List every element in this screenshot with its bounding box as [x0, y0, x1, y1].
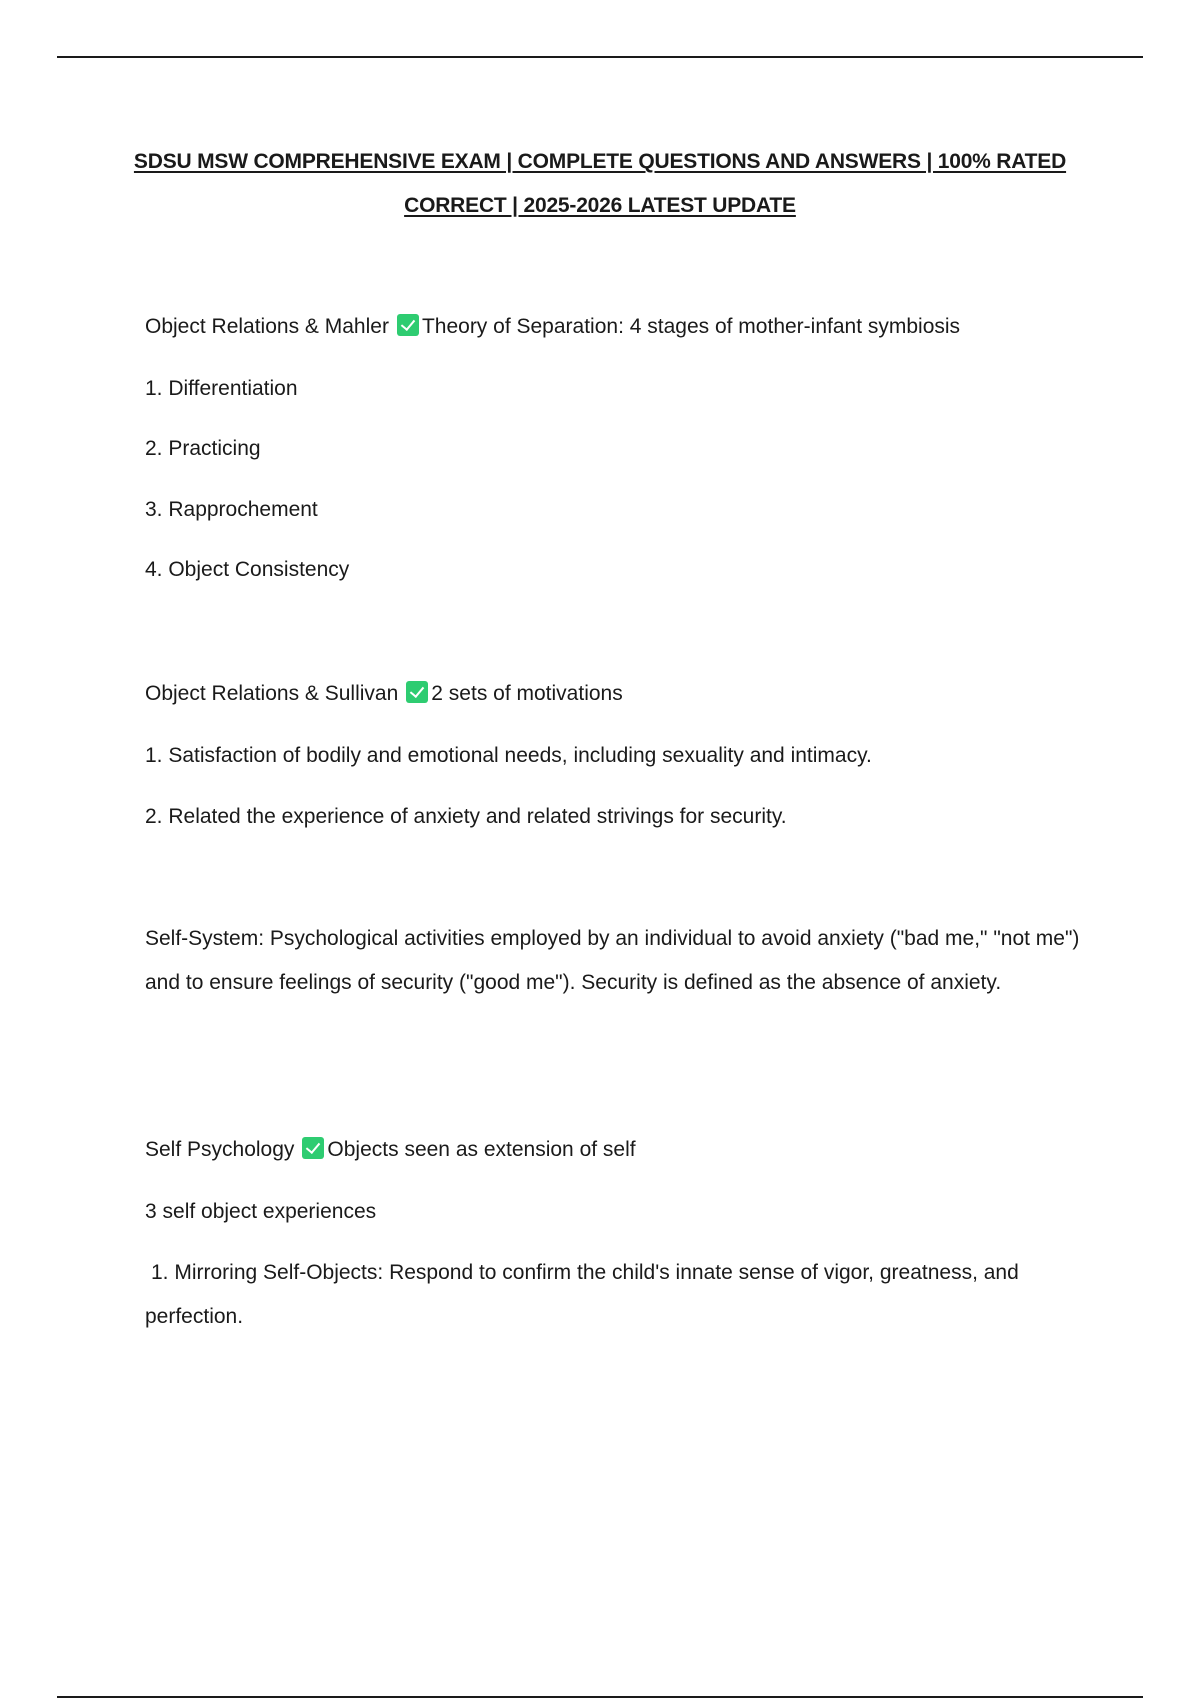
answer-text: Objects seen as extension of self — [327, 1138, 636, 1161]
qa-mahler — [145, 305, 960, 349]
list-item: 2. Related the experience of anxiety and related strivings for security. — [145, 805, 787, 828]
answer-text: 2 sets of motivations — [431, 682, 623, 705]
subheading: 3 self object experiences — [145, 1200, 377, 1223]
qa-self-psychology — [145, 1128, 636, 1172]
question-text: Object Relations & Mahler — [145, 315, 389, 338]
list-item: 2. Practicing — [145, 437, 261, 460]
title-line-2: CORRECT | 2025-2026 LATEST UPDATE — [404, 194, 796, 217]
list-item: 1. Differentiation — [145, 377, 298, 400]
question-text: Object Relations & Sullivan — [145, 682, 399, 705]
qa-sullivan — [145, 672, 623, 716]
list-item: 3. Rapprochement — [145, 498, 318, 521]
title-line-1: SDSU MSW COMPREHENSIVE EXAM | COMPLETE QUESTIONS AND ANSWERS | 100% RATED — [133, 150, 1067, 173]
question-text: Self Psychology — [145, 1138, 295, 1161]
answer-text: Theory of Separation: 4 stages of mother-infant symbiosis — [421, 315, 961, 338]
list-item: 4. Object Consistency — [145, 558, 350, 581]
self-system-paragraph: Self-System: Psychological activities employed by an individual to avoid anxiety ("bad me," "not me") and to ensure feelings of security ("good me"). Security is defined as the absence of anxiety. — [145, 927, 1080, 994]
check-mark-icon — [302, 1137, 324, 1159]
list-item: 1. Mirroring Self-Objects: Respond to confirm the child's innate sense of vigor, greatness, and perfection. — [145, 1261, 1019, 1328]
top-rule — [57, 56, 1143, 58]
list-item: 1. Satisfaction of bodily and emotional needs, including sexuality and intimacy. — [145, 744, 872, 767]
check-mark-icon — [406, 681, 428, 703]
document-title — [100, 140, 1100, 228]
check-mark-icon — [397, 314, 419, 336]
bottom-rule — [57, 1696, 1143, 1698]
